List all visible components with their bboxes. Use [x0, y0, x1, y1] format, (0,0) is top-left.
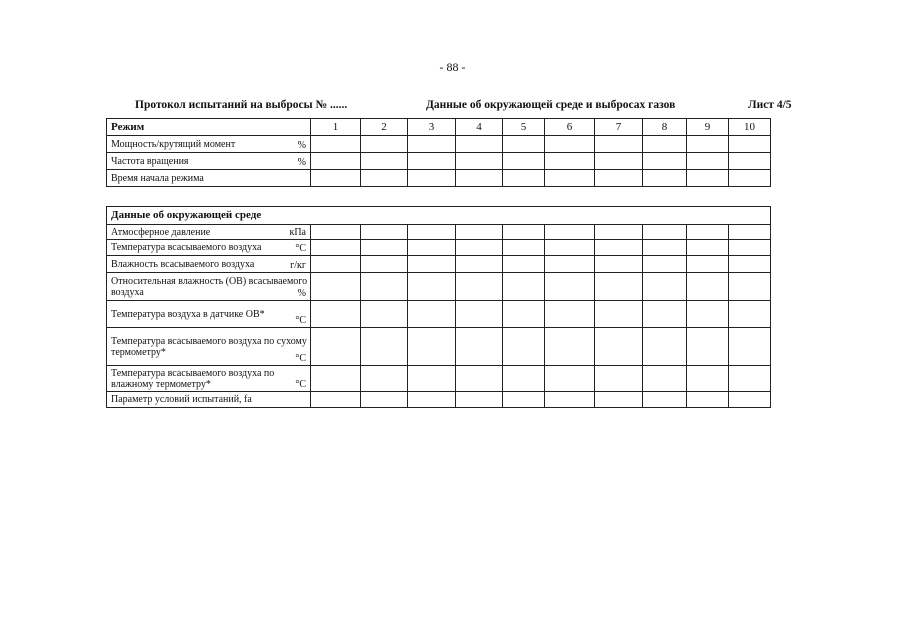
data-cell[interactable]	[503, 328, 545, 366]
data-cell[interactable]	[643, 273, 687, 301]
data-cell[interactable]	[503, 225, 545, 240]
mode-row-label	[107, 170, 311, 187]
data-cell[interactable]	[687, 225, 729, 240]
data-cell[interactable]	[687, 328, 729, 366]
data-cell[interactable]	[503, 392, 545, 408]
data-cell[interactable]	[545, 392, 595, 408]
data-cell[interactable]	[545, 240, 595, 256]
data-cell[interactable]	[643, 170, 687, 187]
row-unit: °C	[295, 243, 306, 254]
data-cell[interactable]	[408, 328, 456, 366]
data-cell[interactable]	[311, 153, 361, 170]
data-cell[interactable]	[729, 256, 771, 273]
data-cell[interactable]	[729, 240, 771, 256]
table-row	[107, 392, 771, 408]
data-cell[interactable]	[361, 273, 408, 301]
data-cell[interactable]	[311, 366, 361, 392]
row-unit: г/кг	[290, 260, 306, 271]
data-cell[interactable]	[408, 136, 456, 153]
data-cell[interactable]	[595, 256, 643, 273]
data-cell[interactable]	[311, 170, 361, 187]
data-cell[interactable]	[643, 301, 687, 328]
table-row	[107, 170, 771, 187]
environment-row-label	[107, 225, 311, 240]
data-cell[interactable]	[361, 392, 408, 408]
data-cell[interactable]	[687, 170, 729, 187]
data-cell[interactable]	[456, 136, 503, 153]
mode-column-header: 5	[503, 119, 545, 136]
mode-row-label	[107, 153, 311, 170]
header-row	[107, 119, 771, 136]
data-cell[interactable]	[545, 256, 595, 273]
data-cell[interactable]	[456, 392, 503, 408]
data-cell[interactable]	[408, 301, 456, 328]
data-cell[interactable]	[361, 240, 408, 256]
data-cell[interactable]	[595, 240, 643, 256]
table-row	[107, 273, 771, 301]
table-row	[107, 225, 771, 240]
data-cell[interactable]	[729, 225, 771, 240]
data-cell[interactable]	[643, 256, 687, 273]
sheet-number: Лист 4/5	[748, 99, 792, 111]
data-cell[interactable]	[456, 225, 503, 240]
data-cell[interactable]	[643, 240, 687, 256]
data-cell[interactable]	[595, 392, 643, 408]
row-label: Температура всасываемого воздуха по сухому термометру*	[111, 335, 307, 358]
data-cell[interactable]	[408, 225, 456, 240]
data-cell[interactable]	[687, 366, 729, 392]
mode-column-header: 9	[687, 119, 729, 136]
page-number: - 88 -	[439, 60, 466, 74]
table-row	[107, 328, 771, 366]
row-unit: кПа	[289, 227, 306, 238]
row-unit: %	[297, 288, 306, 299]
row-unit: °C	[295, 379, 306, 390]
table-row	[107, 153, 771, 170]
mode-column-header: 4	[456, 119, 503, 136]
data-cell[interactable]	[361, 153, 408, 170]
data-cell[interactable]	[687, 136, 729, 153]
data-cell[interactable]	[503, 366, 545, 392]
data-cell[interactable]	[456, 170, 503, 187]
data-cell[interactable]	[729, 153, 771, 170]
data-cell[interactable]	[687, 256, 729, 273]
data-cell[interactable]	[687, 301, 729, 328]
data-cell[interactable]	[503, 136, 545, 153]
data-cell[interactable]	[687, 392, 729, 408]
data-cell[interactable]	[729, 301, 771, 328]
data-cell[interactable]	[595, 366, 643, 392]
data-cell[interactable]	[456, 256, 503, 273]
mode-row-label	[107, 136, 311, 153]
header-row	[107, 207, 771, 225]
data-cell[interactable]	[545, 273, 595, 301]
data-cell[interactable]	[503, 273, 545, 301]
data-cell[interactable]	[595, 301, 643, 328]
environment-row-label	[107, 256, 311, 273]
data-cell[interactable]	[595, 273, 643, 301]
mode-column-header: 3	[408, 119, 456, 136]
data-cell[interactable]	[503, 301, 545, 328]
data-cell[interactable]	[643, 328, 687, 366]
row-label: Влажность всасываемого воздуха	[111, 258, 255, 270]
table-row	[107, 240, 771, 256]
data-cell[interactable]	[361, 225, 408, 240]
data-cell[interactable]	[361, 170, 408, 187]
mode-title: Режим	[107, 119, 311, 136]
data-cell[interactable]	[311, 256, 361, 273]
environment-row-label	[107, 273, 311, 301]
data-cell[interactable]	[311, 301, 361, 328]
mode-table	[106, 118, 771, 187]
data-cell[interactable]	[408, 240, 456, 256]
data-cell[interactable]	[729, 366, 771, 392]
data-cell[interactable]	[687, 153, 729, 170]
data-cell[interactable]	[503, 170, 545, 187]
protocol-title: Протокол испытаний на выбросы № ......	[135, 99, 348, 111]
data-cell[interactable]	[311, 328, 361, 366]
data-cell[interactable]	[729, 273, 771, 301]
environment-row-label	[107, 366, 311, 392]
table-row	[107, 256, 771, 273]
data-cell[interactable]	[408, 273, 456, 301]
data-cell[interactable]	[311, 392, 361, 408]
data-cell[interactable]	[729, 328, 771, 366]
data-cell[interactable]	[545, 170, 595, 187]
data-cell[interactable]	[361, 366, 408, 392]
row-unit: %	[297, 157, 306, 168]
data-cell[interactable]	[545, 153, 595, 170]
mode-column-header: 10	[729, 119, 771, 136]
mode-column-header: 6	[545, 119, 595, 136]
data-cell[interactable]	[545, 366, 595, 392]
data-cell[interactable]	[456, 301, 503, 328]
table-row	[107, 366, 771, 392]
data-cell[interactable]	[643, 153, 687, 170]
data-cell[interactable]	[311, 240, 361, 256]
environment-row-label	[107, 301, 311, 328]
row-label: Параметр условий испытаний, fa	[111, 394, 252, 405]
row-unit: %	[297, 140, 306, 151]
mode-column-header: 7	[595, 119, 643, 136]
data-cell[interactable]	[729, 392, 771, 408]
row-label: Частота вращения	[111, 155, 189, 167]
environment-title: Данные об окружающей среде	[107, 207, 771, 225]
data-cell[interactable]	[408, 392, 456, 408]
data-cell[interactable]	[729, 136, 771, 153]
data-cell[interactable]	[595, 153, 643, 170]
data-cell[interactable]	[545, 136, 595, 153]
row-label: Атмосферное давление	[111, 226, 211, 238]
data-cell[interactable]	[687, 273, 729, 301]
data-cell[interactable]	[643, 392, 687, 408]
data-cell[interactable]	[595, 328, 643, 366]
data-cell[interactable]	[687, 240, 729, 256]
data-cell[interactable]	[408, 366, 456, 392]
row-label: Температура всасываемого воздуха по влажному термометру*	[111, 367, 275, 390]
data-cell[interactable]	[311, 225, 361, 240]
table-row	[107, 301, 771, 328]
data-cell[interactable]	[595, 136, 643, 153]
data-cell[interactable]	[545, 301, 595, 328]
data-cell[interactable]	[311, 273, 361, 301]
data-cell[interactable]	[456, 153, 503, 170]
data-cell[interactable]	[643, 366, 687, 392]
data-cell[interactable]	[361, 136, 408, 153]
data-cell[interactable]	[311, 136, 361, 153]
data-cell[interactable]	[545, 225, 595, 240]
section-title: Данные об окружающей среде и выбросах газов	[426, 99, 676, 111]
data-cell[interactable]	[456, 366, 503, 392]
data-cell[interactable]	[408, 170, 456, 187]
data-cell[interactable]	[595, 225, 643, 240]
data-cell[interactable]	[545, 328, 595, 366]
data-cell[interactable]	[456, 273, 503, 301]
mode-column-header: 1	[311, 119, 361, 136]
row-label: Время начала режима	[111, 172, 204, 184]
data-cell[interactable]	[643, 225, 687, 240]
data-cell[interactable]	[408, 256, 456, 273]
data-cell[interactable]	[503, 240, 545, 256]
data-cell[interactable]	[361, 328, 408, 366]
data-cell[interactable]	[503, 256, 545, 273]
row-unit: °C	[295, 353, 306, 364]
data-cell[interactable]	[456, 240, 503, 256]
mode-column-header: 2	[361, 119, 408, 136]
table-row	[107, 136, 771, 153]
row-label: Относительная влажность (ОВ) всасываемого воздуха	[111, 275, 308, 298]
environment-row-label	[107, 240, 311, 256]
environment-row-label	[107, 328, 311, 366]
mode-column-header: 8	[643, 119, 687, 136]
data-cell[interactable]	[643, 136, 687, 153]
row-unit: °C	[295, 315, 306, 326]
row-label: Температура воздуха в датчике ОВ*	[111, 308, 265, 320]
data-cell[interactable]	[361, 301, 408, 328]
data-cell[interactable]	[595, 170, 643, 187]
row-label: Температура всасываемого воздуха	[111, 242, 262, 253]
environment-table	[106, 206, 771, 408]
row-label: Мощность/крутящий момент	[111, 138, 236, 150]
data-cell[interactable]	[503, 153, 545, 170]
environment-row-label	[107, 392, 311, 408]
data-cell[interactable]	[729, 170, 771, 187]
data-cell[interactable]	[456, 328, 503, 366]
data-cell[interactable]	[408, 153, 456, 170]
data-cell[interactable]	[361, 256, 408, 273]
